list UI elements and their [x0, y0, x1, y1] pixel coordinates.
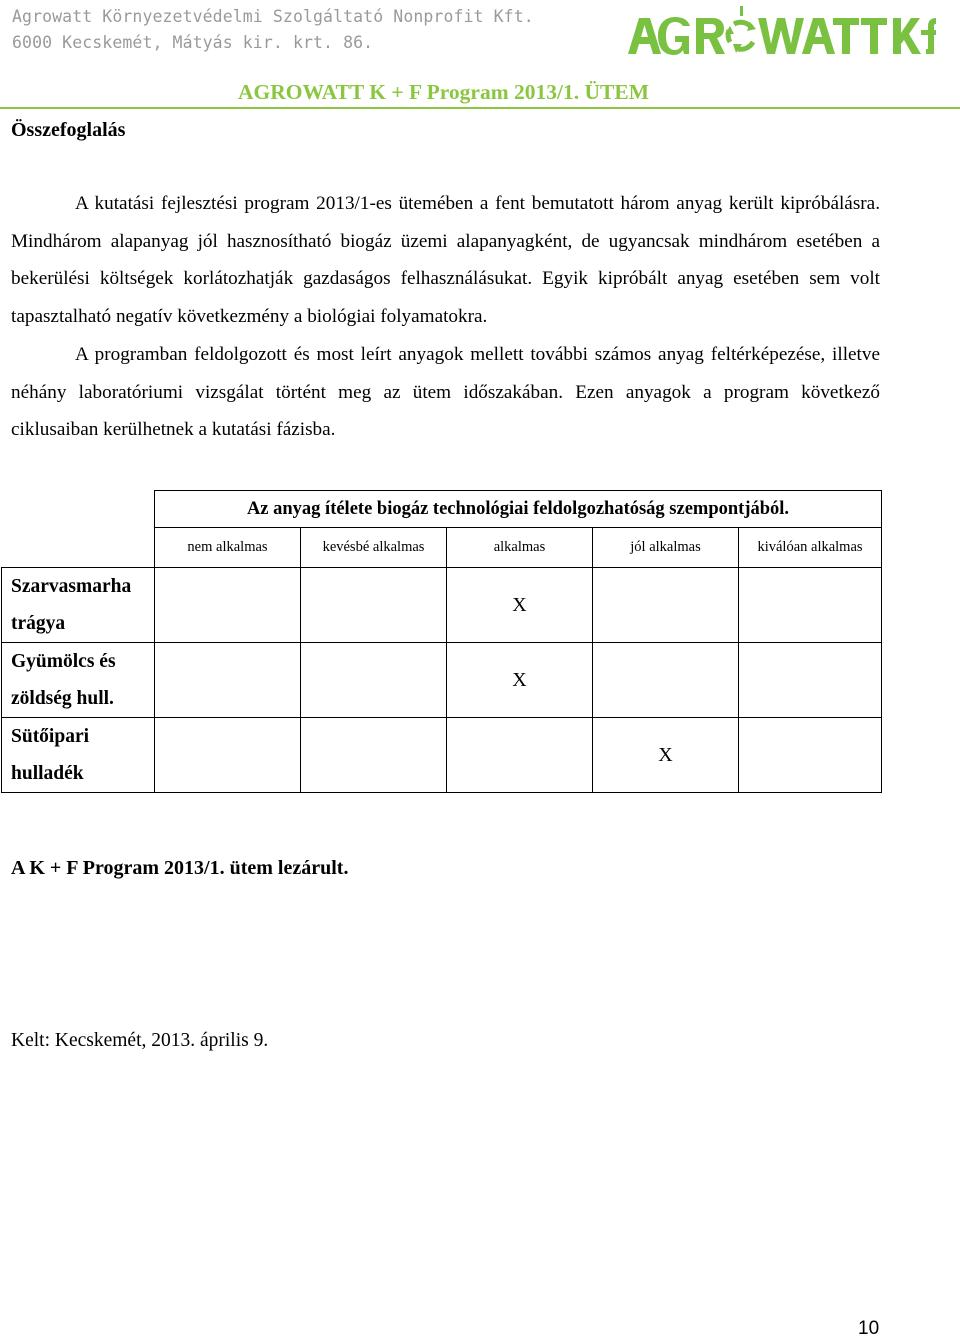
table-title: Az anyag ítélete biogáz technológiai feldolgozhatóság szempontjából.: [155, 491, 882, 528]
rating-cell: [301, 643, 447, 718]
date-line: Kelt: Kecskemét, 2013. április 9.: [11, 1030, 269, 1051]
evaluation-table: [1, 490, 882, 793]
table-row: [2, 568, 882, 643]
rating-cell: X: [447, 643, 593, 718]
rating-cell: X: [447, 568, 593, 643]
program-title: AGROWATT K + F Program 2013/1. ÜTEM: [238, 80, 649, 104]
summary-paragraph: A kutatási fejlesztési program 2013/1-es ütemében a fent bemutatott három anyag került kipróbálásra. Mindhárom alapanyag jól hasznosítható biogáz üzemi alapanyagként, de ugyancsak mindhárom esetében a bekerülési költségek korlátozhatják gazdaságos felhasználásukat. Egyik kipróbált anyag esetében sem volt tapasztalható negatív következmény a biológiai folyamatokra.: [11, 193, 880, 327]
rating-cell: [301, 718, 447, 793]
table-row: [2, 718, 882, 793]
rating-cell: [155, 643, 301, 718]
agrowatt-logo: [626, 4, 936, 60]
material-label: Sütőipari hulladék: [2, 718, 155, 793]
category-header: kiválóan alkalmas: [739, 528, 882, 568]
rating-cell: [739, 568, 882, 643]
rating-cell: [593, 643, 739, 718]
rating-cell: [447, 718, 593, 793]
rating-cell: [739, 643, 882, 718]
rating-cell: [155, 568, 301, 643]
company-name: Agrowatt Környezetvédelmi Szolgáltató Nonprofit Kft.: [12, 7, 534, 26]
category-header: kevésbé alkalmas: [301, 528, 447, 568]
category-header: nem alkalmas: [155, 528, 301, 568]
summary-paragraph: A programban feldolgozott és most leírt anyagok mellett további számos anyag feltérképezése, illetve néhány laboratóriumi vizsgálat történt meg az ütem időszakában. Ezen anyagok a program következő ciklusaiban kerülhetnek a kutatási fázisba.: [11, 344, 880, 440]
header-divider: [0, 107, 960, 109]
section-title: Összefoglalás: [11, 119, 126, 141]
material-label: Gyümölcs és zöldség hull.: [2, 643, 155, 718]
company-address: 6000 Kecskemét, Mátyás kir. krt. 86.: [12, 33, 374, 52]
table-row: [2, 643, 882, 718]
closing-statement: A K + F Program 2013/1. ütem lezárult.: [11, 857, 349, 879]
rating-cell: X: [593, 718, 739, 793]
material-label: Szarvasmarha trágya: [2, 568, 155, 643]
rating-cell: [155, 718, 301, 793]
category-header: jól alkalmas: [593, 528, 739, 568]
page-number: 10: [858, 1318, 880, 1339]
rating-cell: [739, 718, 882, 793]
rating-cell: [301, 568, 447, 643]
category-header: alkalmas: [447, 528, 593, 568]
rating-cell: [593, 568, 739, 643]
